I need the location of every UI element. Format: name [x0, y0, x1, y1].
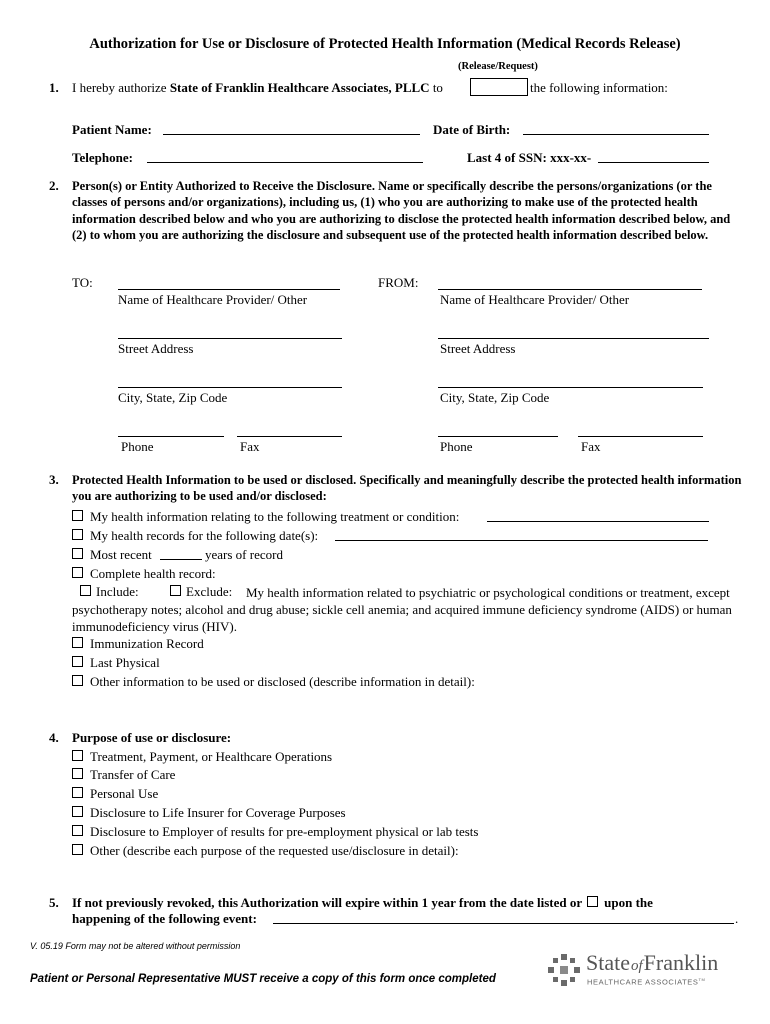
purpose-transfer-label: Transfer of Care	[90, 767, 176, 782]
purpose-other-label: Other (describe each purpose of the requested use/disclosure in detail):	[90, 843, 459, 858]
section-5-line1	[72, 895, 653, 911]
checkbox-dates[interactable]	[72, 529, 83, 540]
dates-field[interactable]	[335, 540, 708, 541]
purpose-transfer[interactable]	[72, 767, 175, 783]
telephone-label: Telephone:	[72, 150, 133, 165]
checkbox-purpose-other[interactable]	[72, 844, 83, 855]
telephone-field[interactable]	[147, 162, 423, 163]
logo-of: of	[631, 958, 643, 974]
to-street-field[interactable]	[118, 338, 342, 339]
event-field[interactable]	[273, 923, 734, 924]
purpose-personal-label: Personal Use	[90, 786, 159, 801]
to-fax-label: Fax	[240, 439, 260, 454]
checkbox-other-info[interactable]	[72, 675, 83, 686]
checkbox-recent[interactable]	[72, 548, 83, 559]
authorize-text: I hereby authorize	[72, 80, 167, 95]
checkbox-purpose-life-insurer[interactable]	[72, 806, 83, 817]
version-text: V. 05.19 Form may not be altered without permission	[30, 941, 241, 951]
from-fax-field[interactable]	[578, 436, 703, 437]
option-complete-label: Complete health record:	[90, 566, 216, 581]
section-4-number: 4.	[49, 730, 59, 745]
exclude-label: Exclude:	[186, 584, 233, 599]
logo-tm: TM	[698, 977, 706, 982]
following-information-text: the following information:	[530, 80, 668, 95]
checkbox-purpose-transfer[interactable]	[72, 768, 83, 779]
to-city-field[interactable]	[118, 387, 342, 388]
option-physical-label: Last Physical	[90, 655, 160, 670]
option-treatment[interactable]	[72, 509, 459, 525]
from-city-field[interactable]	[438, 387, 703, 388]
from-phone-field[interactable]	[438, 436, 558, 437]
section-5-line2: happening of the following event:	[72, 911, 257, 926]
to-provider-label: Name of Healthcare Provider/ Other	[118, 292, 308, 307]
from-street-label: Street Address	[440, 341, 516, 356]
option-dates[interactable]	[72, 528, 318, 544]
checkbox-purpose-treatment[interactable]	[72, 750, 83, 761]
purpose-personal[interactable]	[72, 786, 158, 802]
checkbox-event[interactable]	[587, 896, 598, 907]
purpose-life-insurer[interactable]	[72, 805, 346, 821]
option-recent-label-a: Most recent	[90, 547, 152, 562]
from-provider-label: Name of Healthcare Provider/ Other	[440, 292, 630, 307]
to-phone-field[interactable]	[118, 436, 224, 437]
purpose-treatment[interactable]	[72, 749, 332, 765]
from-provider-field[interactable]	[438, 289, 702, 290]
logo-state: State	[586, 950, 630, 975]
to-word: to	[432, 80, 443, 95]
section-5-period: .	[735, 911, 739, 926]
date-of-birth-field[interactable]	[523, 134, 709, 135]
to-provider-field[interactable]	[118, 289, 340, 290]
logo-wordmark	[586, 950, 718, 976]
date-of-birth-label: Date of Birth:	[433, 122, 511, 137]
ssn-field[interactable]	[598, 162, 709, 163]
organization-name: State of Franklin Healthcare Associates, PLLC	[169, 80, 430, 95]
expiry-text: If not previously revoked, this Authorization will expire within 1 year from the date listed or	[72, 895, 582, 910]
to-fax-field[interactable]	[237, 436, 342, 437]
to-phone-label: Phone	[121, 439, 154, 454]
section-5-number: 5.	[49, 895, 59, 910]
checkbox-treatment[interactable]	[72, 510, 83, 521]
copy-notice: Patient or Personal Representative MUST receive a copy of this form once completed	[30, 973, 496, 985]
from-street-field[interactable]	[438, 338, 709, 339]
purpose-employer[interactable]	[72, 824, 478, 840]
checkbox-physical[interactable]	[72, 656, 83, 667]
patient-name-label: Patient Name:	[72, 122, 152, 137]
include-label: Include:	[96, 584, 139, 599]
logo-sub: HEALTHCARE ASSOCIATES	[587, 977, 699, 987]
ssn-label: Last 4 of SSN: xxx-xx-	[467, 150, 592, 165]
purpose-life-insurer-label: Disclosure to Life Insurer for Coverage Purposes	[90, 805, 346, 820]
recent-years-field[interactable]	[160, 559, 202, 560]
release-request-box[interactable]	[470, 78, 528, 96]
option-immunization-label: Immunization Record	[90, 636, 204, 651]
section-1-authorize	[72, 80, 443, 96]
form-title: Authorization for Use or Disclosure of Protected Health Information (Medical Records Release)	[89, 36, 681, 52]
logo-franklin: Franklin	[643, 950, 719, 975]
section-2-number: 2.	[49, 178, 59, 193]
from-fax-label: Fax	[581, 439, 601, 454]
section-3-text: Protected Health Information to be used or disclosed. Specifically and meaningfully describe the protected health information you are authorizing to be used and/or disclosed:	[72, 473, 742, 504]
to-street-label: Street Address	[118, 341, 194, 356]
checkbox-purpose-employer[interactable]	[72, 825, 83, 836]
logo-subtitle	[587, 977, 706, 987]
section-1-number: 1.	[49, 80, 59, 95]
checkbox-complete[interactable]	[72, 567, 83, 578]
option-recent-label-b: years of record	[205, 547, 283, 562]
to-label: TO:	[72, 275, 93, 290]
company-logo	[548, 948, 748, 992]
treatment-field[interactable]	[487, 521, 709, 522]
logo-mark-icon	[548, 954, 580, 986]
option-immunization[interactable]	[72, 636, 204, 652]
to-city-label: City, State, Zip Code	[118, 390, 228, 405]
purpose-treatment-label: Treatment, Payment, or Healthcare Operations	[90, 749, 333, 764]
option-treatment-label: My health information relating to the following treatment or condition:	[90, 509, 460, 524]
section-2-text: Person(s) or Entity Authorized to Receive the Disclosure. Name or specifically describe the persons/organizations (or the classes of persons and/or organizations), including us, (1) who you are authorizing to make use of the protected health information described below and who you are authorizing to disclose the protected health information described below, and (2) to whom you are authorizing the disclosure and subsequent use of the protected health information described below.	[72, 179, 731, 242]
exclude-description: My health information related to psychiatric or psychological conditions or treatment, except psychotherapy notes; alcohol and drug abuse; sickle cell anemia; and acquired immune deficiency syndrome (AIDS) or human immunodeficiency virus (HIV).	[72, 585, 732, 634]
option-physical[interactable]	[72, 655, 160, 671]
option-other-info[interactable]	[72, 674, 475, 690]
from-city-label: City, State, Zip Code	[440, 390, 550, 405]
option-dates-label: My health records for the following date(s):	[90, 528, 319, 543]
option-recent[interactable]	[72, 547, 152, 563]
checkbox-immunization[interactable]	[72, 637, 83, 648]
from-phone-label: Phone	[440, 439, 473, 454]
upon-the-text: upon the	[604, 895, 653, 910]
checkbox-purpose-personal[interactable]	[72, 787, 83, 798]
from-label: FROM:	[378, 275, 419, 290]
form-subtitle: (Release/Request)	[458, 61, 538, 72]
section-4-heading: Purpose of use or disclosure:	[72, 730, 232, 745]
option-complete[interactable]	[72, 566, 216, 582]
option-other-info-label: Other information to be used or disclosed (describe information in detail):	[90, 674, 475, 689]
purpose-employer-label: Disclosure to Employer of results for pre-employment physical or lab tests	[90, 824, 479, 839]
patient-name-field[interactable]	[163, 134, 420, 135]
purpose-other[interactable]	[72, 843, 459, 859]
section-3-number: 3.	[49, 472, 59, 487]
